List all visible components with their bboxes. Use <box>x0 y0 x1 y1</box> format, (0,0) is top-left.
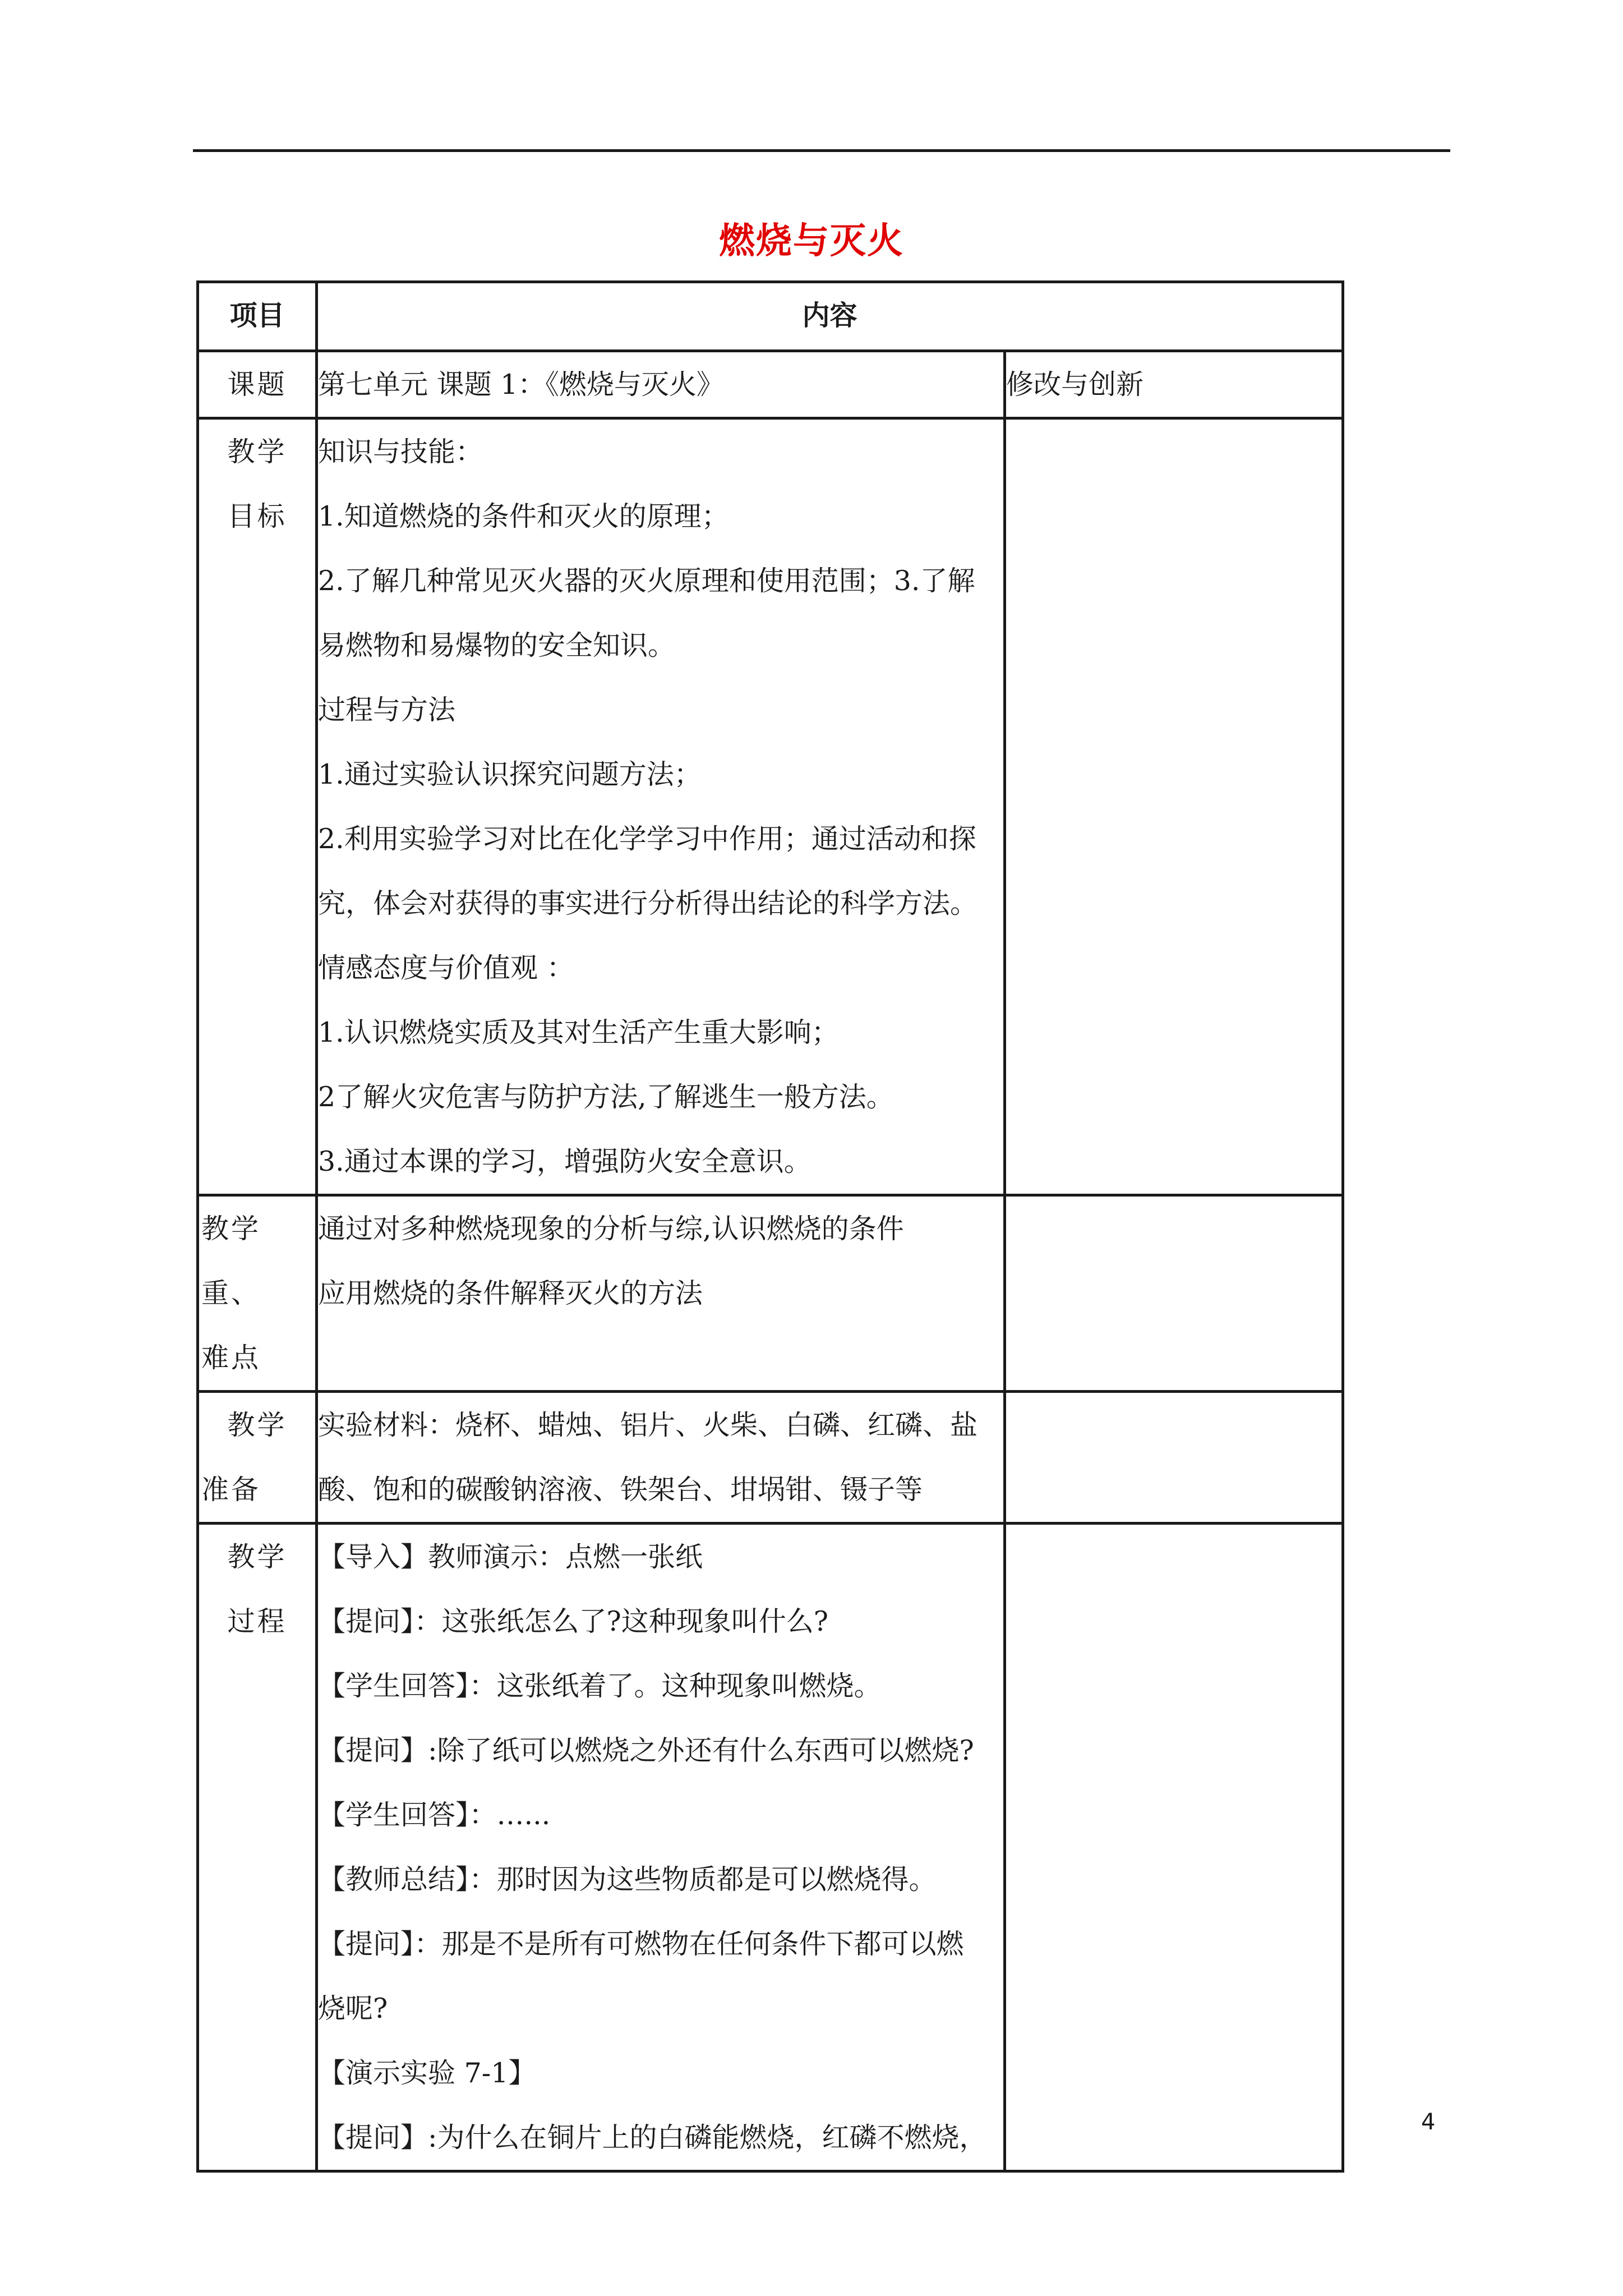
lesson-plan-table <box>196 280 1344 2173</box>
topic-text: 第七单元 课题 1：《燃烧与灭火》 <box>318 369 724 401</box>
revision-cell-goals <box>1005 418 1343 1195</box>
process-line: 【教师总结】：那时因为这些物质都是可以燃烧得。 <box>318 1864 937 1895</box>
process-line: 【导入】教师演示：点燃一张纸 <box>318 1541 703 1573</box>
table-row-topic <box>198 351 1343 418</box>
header-item: 项目 <box>198 282 317 351</box>
revision-header: 修改与创新 <box>1005 351 1343 418</box>
preparation-line: 实验材料：烧杯、蜡烛、铝片、火柴、白磷、红磷、盐 <box>318 1409 978 1441</box>
table-row-goals <box>198 418 1343 1195</box>
goal-line: 3.通过本课的学习，增强防火安全意识。 <box>318 1145 811 1177</box>
preparation-content <box>317 1392 1005 1524</box>
process-line: 【提问】：这张纸怎么了?这种现象叫什么? <box>318 1605 829 1637</box>
goals-content <box>317 418 1005 1195</box>
revision-cell-preparation <box>1005 1392 1343 1524</box>
row-label-process-line1: 教学 <box>227 1541 287 1573</box>
process-content <box>317 1524 1005 2171</box>
page-number: 4 <box>1421 2109 1436 2135</box>
row-label-process <box>198 1524 317 2171</box>
goal-line: 知识与技能： <box>318 436 483 468</box>
revision-cell-process <box>1005 1524 1343 2171</box>
goal-line: 易燃物和易爆物的安全知识。 <box>318 629 676 661</box>
goal-line: 1.认识燃烧实质及其对生活产生重大影响； <box>318 1016 839 1048</box>
row-label-process-line2: 过程 <box>227 1605 287 1637</box>
process-line: 【学生回答】：这张纸着了。这种现象叫燃烧。 <box>318 1670 882 1702</box>
row-label-goals <box>198 418 317 1195</box>
row-label-prep-line2: 准备 <box>201 1474 261 1506</box>
goal-line: 2了解火灾危害与防护方法,了解逃生一般方法。 <box>318 1081 894 1113</box>
row-label-key-line1: 教学重、 <box>201 1213 261 1309</box>
header-content: 内容 <box>317 282 1343 351</box>
process-line: 【演示实验 7-1】 <box>318 2057 536 2089</box>
key-point-line: 应用燃烧的条件解释灭火的方法 <box>318 1277 703 1309</box>
goal-line: 2.利用实验学习对比在化学学习中作用；通过活动和探 <box>318 823 976 855</box>
header-rule <box>193 149 1450 152</box>
process-line: 【提问】:除了纸可以燃烧之外还有什么东西可以燃烧? <box>318 1734 974 1766</box>
goal-line: 过程与方法 <box>318 694 456 726</box>
table-row-process <box>198 1524 1343 2171</box>
row-label-prep-line1: 教学 <box>227 1409 287 1441</box>
table-row-preparation <box>198 1392 1343 1524</box>
row-label-goals-line1: 教学 <box>227 436 287 468</box>
key-point-line: 通过对多种燃烧现象的分析与综,认识燃烧的条件 <box>318 1213 904 1245</box>
process-line: 烧呢? <box>318 1993 388 2024</box>
goal-line: 情感态度与价值观 ： <box>318 952 574 984</box>
goal-line: 究，体会对获得的事实进行分析得出结论的科学方法。 <box>318 887 978 919</box>
row-label-topic: 课题 <box>198 351 317 418</box>
document-title: 燃烧与灭火 <box>719 220 904 262</box>
row-label-goals-line2: 目标 <box>227 500 287 532</box>
preparation-line: 酸、饱和的碳酸钠溶液、铁架台、坩埚钳、镊子等 <box>318 1474 923 1506</box>
goal-line: 1.通过实验认识探究问题方法； <box>318 758 702 790</box>
table-header-row <box>198 282 1343 351</box>
goal-line: 1.知道燃烧的条件和灭火的原理； <box>318 500 729 532</box>
process-line: 【学生回答】：…... <box>318 1799 551 1831</box>
key-points-content <box>317 1195 1005 1392</box>
topic-content <box>317 351 1005 418</box>
row-label-key-points <box>198 1195 317 1392</box>
process-line: 【提问】：那是不是所有可燃物在任何条件下都可以燃 <box>318 1928 964 1960</box>
row-label-preparation <box>198 1392 317 1524</box>
goal-line: 2.了解几种常见灭火器的灭火原理和使用范围；3.了解 <box>318 565 975 597</box>
row-label-key-line2: 难点 <box>201 1342 261 1374</box>
revision-cell-key-points <box>1005 1195 1343 1392</box>
process-line: 【提问】:为什么在铜片上的白磷能燃烧，红磷不燃烧， <box>318 2122 987 2154</box>
table-row-key-points <box>198 1195 1343 1392</box>
